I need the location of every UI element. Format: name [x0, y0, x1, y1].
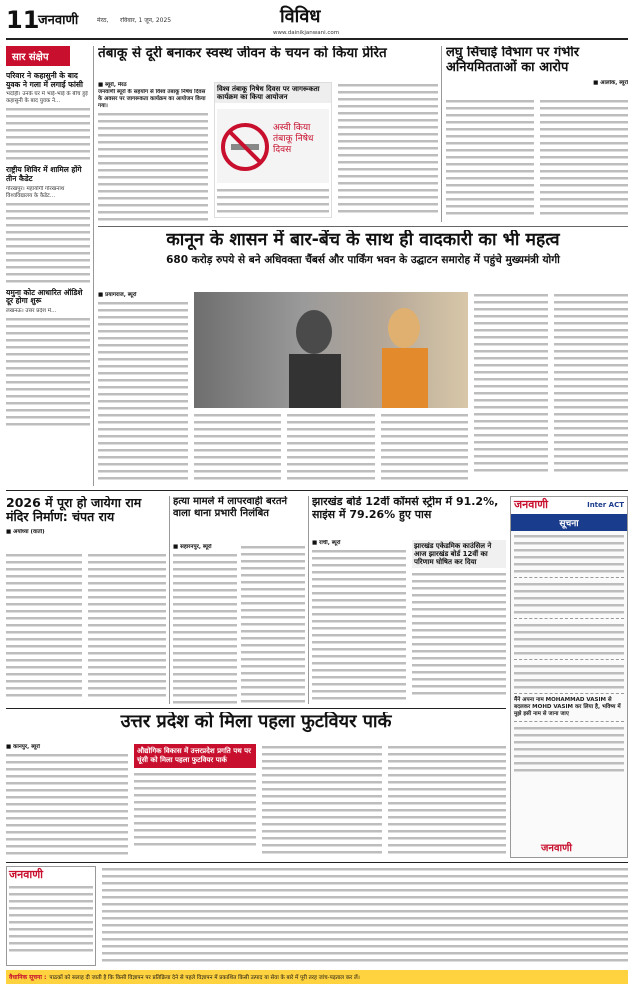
lower-rule [6, 708, 506, 709]
story-tobacco-box-title: विश्व तंबाकू निषेध दिवस पर जागरूकता कार्यक्रम का किया आयोजन [215, 83, 331, 103]
lead-story-photo [194, 292, 468, 408]
story-footwear-headline: उत्तर प्रदेश को मिला पहला फुटवियर पार्क [120, 712, 392, 732]
page-number: 11 [6, 6, 40, 34]
classifieds-panel [510, 496, 628, 858]
story-footwear-pullquote: औद्योगिक विकास में उत्तरप्रदेश प्रगति पथ पर चूंसी को मिला पहला फुटवियर पार्क [134, 744, 256, 768]
story-footwear-byline: ■ कानपुर, ब्यूरो [6, 744, 40, 750]
story-jharkhand [312, 496, 506, 704]
sidebar-headline-2: राष्ट्रीय शिविर में शामिल होंगे तीन कैडेट [6, 165, 82, 183]
classifieds-partner: Inter ACT [587, 501, 624, 510]
footer-disclaimer-text: पाठकों को सलाह दी जाती है कि किसी विज्ञापन पर प्रतिक्रिया देने से पहले विज्ञापन में प्रकाशित किसी उत्पाद या सेवा के बारे में पूरी तरह जांच-पड़ताल कर लें। [49, 975, 360, 981]
classifieds-footer-brand: जनवाणी [541, 842, 572, 854]
story-tobacco-lead: जनवाणी ब्यूरो के सहयोग से विश्व तंबाकू निषेध दिवस के अवसर पर जागरूकता कार्यक्रम का आयोजन किया गया। [98, 89, 206, 109]
lead-story-headline: कानून के शासन में बार-बेंच के साथ ही वादकारी का भी महत्व [166, 230, 560, 250]
imprint-brand-box [6, 866, 96, 966]
story-jharkhand-byline: ■ रांची, ब्यूरो [312, 540, 341, 546]
imprint-brand: जनवाणी [9, 868, 44, 881]
story-negligence-headline: हत्या मामले में लापरवाही बरतने वाला थाना प्रभारी निलंबित [173, 496, 288, 519]
story-jharkhand-subheadline: झारखंड एकेडमिक काउंसिल ने आज झारखंड बोर्ड 12वीं का परिणाम घोषित कर दिया [412, 540, 506, 568]
section-title: विविध [280, 6, 321, 27]
website-url[interactable]: www.dainikjanwani.com [273, 30, 340, 36]
sidebar [6, 46, 90, 486]
sidebar-divider [93, 46, 94, 486]
masthead-edition: मेरठ, [97, 17, 109, 24]
lead-story [98, 230, 628, 488]
footer-notice-label: वैधानिक सूचना : [9, 974, 47, 981]
lead-story-subheadline: 680 करोड़ रुपये से बने अधिवक्ता चैंबर्स और पार्किंग भवन के उद्घाटन समारोह में पहुंचे मुख्यमंत्री योगी [166, 254, 560, 267]
story3-divider [169, 496, 170, 704]
sidebar-body-1: भदोही। उनके घर में भाई-भाई के बीच हुई कहासुनी के बाद युवक ने... [6, 91, 88, 105]
story-negligence-byline: ■ सहारनपुर, ब्यूरो [173, 544, 212, 550]
imprint-rule [6, 862, 628, 863]
tobacco-poster [217, 109, 329, 183]
paper-name: जनवाणी [38, 13, 79, 28]
classifieds-notice-title: सूचना [511, 514, 627, 531]
story-tobacco-byline: ■ ब्यूरो, मेरठ [98, 82, 127, 88]
story-jharkhand-headline: झारखंड बोर्ड 12वीं कॉमर्स स्ट्रीम में 91.2%, साइंस में 79.26% हुए पास [312, 496, 499, 521]
masthead-date: रविवार, 1 जून, 2025 [120, 17, 172, 24]
story-ram-mandir-byline: ■ अयोध्या (वार्ता) [6, 528, 45, 535]
masthead-rule [6, 38, 628, 40]
mid-rule [6, 490, 628, 491]
lead-top-rule [98, 226, 628, 227]
sidebar-body-3: लखनऊ। उत्तर प्रदेश में... [6, 307, 57, 314]
sidebar-headline-1: परिवार ने कहासुनी के बाद युवक ने गला में लगाई फांसी [6, 71, 83, 89]
footer-disclaimer [6, 970, 628, 984]
masthead [0, 0, 634, 38]
classifieds-brand: जनवाणी [514, 498, 549, 511]
sidebar-headline-3: यमुना कोट आधारित ऑडिशे दूर होगा शुरू [6, 287, 83, 306]
story-irrigation [446, 46, 628, 222]
story-irrigation-byline: ■ आलोक, ब्यूरो [593, 79, 628, 86]
poster-text: अस्वी किया तंबाकू निषेध दिवस [273, 123, 314, 155]
story-footwear [6, 712, 506, 858]
story-ram-mandir-headline: 2026 में पूरा हो जायेगा राम मंदिर निर्माण: चंपत राय [6, 496, 142, 525]
story-tobacco [98, 46, 438, 222]
story-negligence [173, 496, 305, 704]
lead-story-byline: ■ प्रयागराज, ब्यूरो [98, 292, 137, 298]
classifieds-name-change: मैंने अपना नाम MOHAMMAD VASIM से बदलकर MOHD VASIM कर लिया है, भविष्य में मुझे इसी नाम से जाना जाए [514, 696, 621, 717]
story-tobacco-headline: तंबाकू से दूरी बनाकर स्वस्थ जीवन के चयन को किया प्रेरित [98, 46, 387, 61]
story-ram-mandir [6, 496, 166, 704]
sidebar-title: सार संक्षेप [6, 46, 70, 66]
story-irrigation-headline: लघु सिंचाई विभाग पर गंभीर अनियमितताओं का आरोप [446, 46, 580, 75]
story4-divider [308, 496, 309, 704]
imprint [6, 866, 628, 968]
story2-divider [441, 46, 442, 222]
sidebar-body-2: गोरखपुर। महायोगी गोरखनाथ विश्वविद्यालय के कैडेट... [6, 185, 65, 199]
